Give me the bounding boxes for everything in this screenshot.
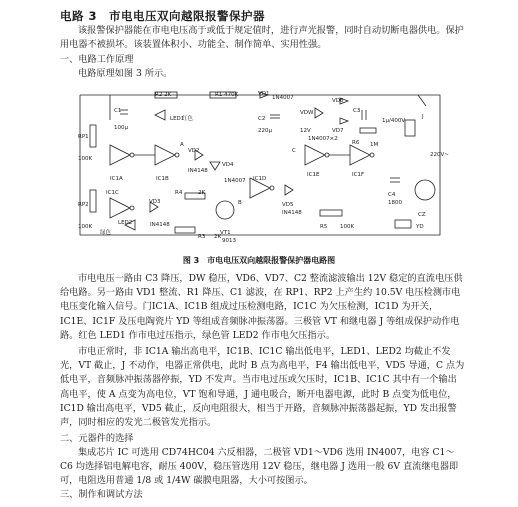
diagram-label: IC1B [156,176,169,182]
diagram-label: IC1C [106,190,119,196]
diagram-label: IC1A [110,176,123,182]
diagram-label: IC1D [253,176,267,182]
diagram-label: 100μ [114,125,128,131]
diagram-label: VD1 [258,91,270,97]
diagram-label: B [238,200,242,206]
diagram-label: 1M [370,142,379,148]
diagram-label: A [180,142,184,148]
body-paragraph-1: 市电电压一路由 C3 降压，DW 稳压，VD6、VD7、C2 整流滤波输出 12V 稳定的直流电压供给电路。另一路由 VD1 整流、R1 降压、C1 滤波，在 RP1、RP2 上产生约 10.5V 电压检测市电电压变化输入信号。门IC1A、IC1B 组成过压检测电路，IC1C 为欠压检测，IC1D 为开关，IC1E、IC1F 及压电陶瓷片 YD 等组成音频脉冲振荡器。三极管 VT 和继电器 J 等组成保护动作电路。红色 LED1 作市电过压指示，绿色管 LED2 作市电欠压指示。 [60,273,463,341]
diagram-label: C2 [258,116,266,122]
diagram-label: R3 [198,234,206,240]
diagram-label: R4 [175,190,183,196]
diagram-label: C3 [353,108,361,114]
diagram-label: LED2 [118,220,133,226]
diagram-label: 9013 [222,238,236,244]
diagram-label: C4 [388,192,396,198]
diagram-label: YD [416,224,424,230]
diagram-label: LED1 [170,116,185,122]
diagram-label: C1 [114,108,122,114]
diagram-label: J [422,114,424,120]
diagram-label: 1N4007×2 [308,136,338,142]
diagram-label: 1μ/400V [382,118,406,124]
diagram-label: IC1E [307,172,320,178]
diagram-label: R6 [352,140,360,146]
diagram-label: 12V [300,128,311,134]
diagram-label: IN4148 [188,168,208,174]
diagram-label: C [292,148,296,154]
section-1-subtitle: 电路原理如图 3 所示。 [78,68,173,79]
figure-caption: 图 3 市电电压双向越限报警保护器电路图 [182,256,336,265]
diagram-label: 2K [198,190,206,196]
diagram-label: 100K [340,224,355,230]
diagram-label: 1N4007 [272,95,294,101]
diagram-label: 100K [78,224,93,230]
diagram-label: CZ [418,212,426,218]
diagram-label: RP1 [78,134,89,140]
section-1-heading: 一、电路工作原理 [60,54,134,65]
diagram-label: RP2 [78,202,89,208]
diagram-label: VD4 [222,162,234,168]
diagram-label: VD3 [149,199,161,205]
diagram-label: 绿色 [100,230,112,236]
circuit-diagram [70,90,450,250]
diagram-label: 100K [78,156,93,162]
diagram-label: IN4148 [150,222,170,228]
diagram-label: R1 470K [215,92,239,98]
diagram-label: 220μ [258,128,272,134]
body-paragraph-2: 市电正常时，非 IC1A 输出高电平，IC1B、IC1C 输出低电平，LED1、LED2 均截止不发光，VT 截止，J 不动作，电器正常供电，此时 B 点为高电平，F4 输出低电平，VD5 导通，C 点为低电平，音频脉冲振荡器停振，YD 不发声。当市电过压或欠压时，IC1B、IC1C 其中有一个输出高电平，使 A 点变为高电位，VT 饱和导通，J 通电吸合，断开电器电源，此时 B 点变为低电位，IC1D 输出高电平，VD5 截止，反向电阻很大，相当于开路，音频脉冲振荡器起振，YD 发出报警声，同时相应的发光二极管发光指示。 [60,346,465,429]
diagram-label: 1800 [388,200,402,206]
section-2-paragraph: 集成芯片 IC 可选用 CD74HC04 六反相器，二极管 VD1～VD6 选用 IN4007，电容 C1～C6 均选择铝电解电容，耐压 400V，稳压管选用 12V 稳压，继电器 J 选用一般 6V 直流继电器即可，电阻选用普通 1/8 或 1/4W 碳膜电阻器，大小可按图示。 [60,447,459,487]
diagram-label: VD7 [332,128,344,134]
diagram-label: 1N4007 [224,178,246,184]
diagram-label: 2K [214,234,222,240]
diagram-label: IC1F [352,172,365,178]
diagram-label: R5 [320,224,328,230]
diagram-label: IN4148 [282,210,302,216]
page-title: 电路 3 市电电压双向越限报警保护器 [60,9,266,23]
diagram-label: R2 2K [155,92,172,98]
section-3-heading: 三、制作和调试方法 [60,489,143,500]
intro-paragraph: 该报警保护器能在市电电压高于或低于规定值时，进行声光报警，同时自动切断电器供电。保护用电器不被损坏。该装置体积小、功能全、制作简单、实用性强。 [60,25,464,51]
diagram-label: VD2 [188,148,200,154]
diagram-label: VT1 [220,230,231,236]
diagram-label: VDW [300,110,314,116]
diagram-label: VD6 [332,98,344,104]
diagram-label: 220V~ [430,152,449,158]
section-2-heading: 二、元器件的选择 [60,433,134,444]
diagram-label: VD5 [282,202,294,208]
diagram-label: 红色 [182,116,194,122]
